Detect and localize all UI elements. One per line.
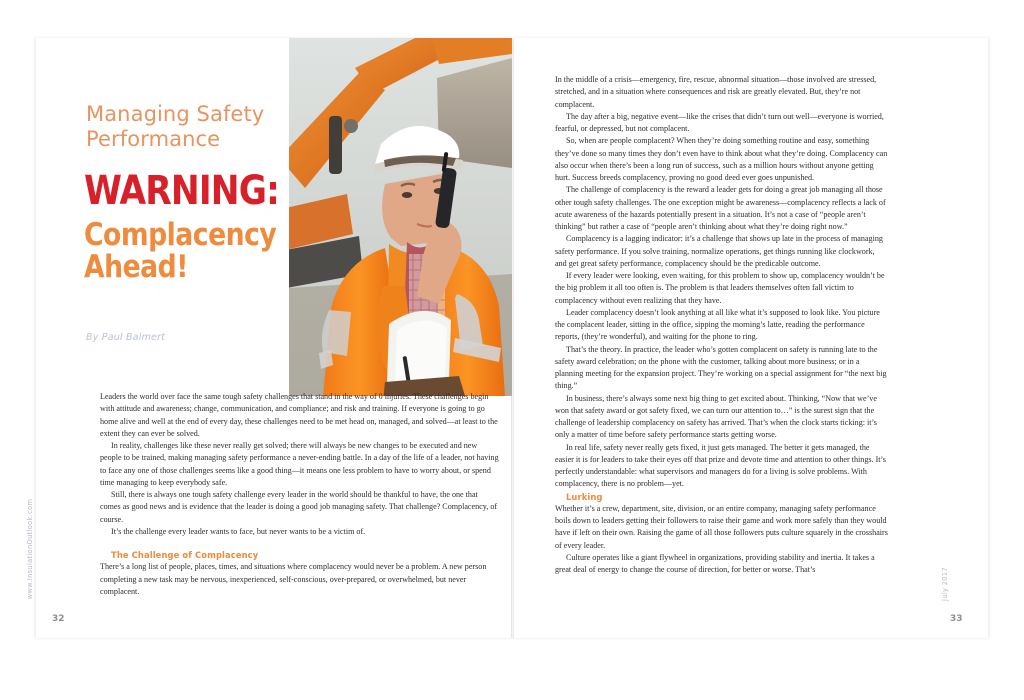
- paragraph: Culture operates like a giant flywheel in organizations, providing stability and inertia. It takes a great deal of energy to change the course of direction, for better or worse. That’s: [555, 552, 875, 574]
- headline-complacency-line2: Ahead!: [84, 248, 188, 285]
- headline-complacency: [84, 217, 325, 285]
- paragraph: Leader complacency doesn’t look anything at all like what it’s supposed to look like. You picture the complacent leader, sitting in the office, sipping the morning’s latte, reading the performance reports, (they’re wonderful), and waiting for the phone to ring.: [555, 307, 880, 342]
- paragraph: Leaders the world over face the same tough safety challenges that stand in the way of 0 injuries. These challenges begin with attitude and awareness; change, communication, and compliance; and risk and training. If everyone is going to go home alive and well at the end of every day, these challenges need to be met head on, managed, and solved—at least to the extent they can ever be solved.: [100, 392, 498, 438]
- headline-complacency-line1: Complacency: [84, 217, 277, 253]
- paragraph: If every leader were looking, even waiting, for this problem to show up, complacency wouldn’t be the big problem it all too often is. The problem is that leaders themselves often fall victim to complacency without even realizing that they have.: [555, 271, 885, 305]
- website-rail: www.InsulationOutlook.com: [26, 498, 34, 600]
- paragraph: Whether it’s a crew, department, site, division, or an entire company, managing safety performance boils down to leaders getting their followers to raise their game and work more safely than they would have if left on their own. Raising the game of all those followers puts culture squarely in the crosshairs of every leader.: [555, 503, 888, 550]
- section-subhead: The Challenge of Complacency: [111, 550, 259, 560]
- paragraph: Complacency is a lagging indicator: it’s a challenge that shows up late in the process of managing safety performance. If you solve training, normalize operations, get things running like clockwork, and get great safety performance, complacency should be the predicable outcome.: [555, 234, 883, 268]
- headline-warning: WARNING:: [84, 168, 280, 214]
- article-kicker: Managing Safety Performance: [86, 102, 265, 151]
- right-page-body: [555, 74, 888, 576]
- section-subhead: Lurking: [566, 491, 603, 502]
- article-byline: By Paul Balmert: [86, 332, 166, 343]
- paragraph: There’s a long list of people, places, times, and situations where complacency would never be a problem. A new person completing a new task may be nervous, inexperienced, self-conscious, over-prepared, or overwhelmed, but never complacent.: [100, 562, 487, 596]
- paragraph: That’s the theory. In practice, the leader who’s gotten complacent on safety is running late to the safety award celebration; on the phone with the customer, talking about more business; or in a planning meeting for the expansion project. They’re working on a special assignment for “the next big thing.”: [555, 344, 887, 391]
- left-page-body: [100, 391, 500, 598]
- paragraph: In the middle of a crisis—emergency, fire, rescue, abnormal situation—those involved are stressed, stretched, and in a situation where consequences and risk are greatly elevated. But, they’re not complacent.: [555, 75, 877, 109]
- hero-photo: [289, 38, 512, 396]
- paragraph: It’s the challenge every leader wants to face, but never wants to be a victim of.: [111, 526, 366, 536]
- page-number-right: 33: [950, 614, 963, 624]
- paragraph: Still, there is always one tough safety challenge every leader in the world should be thankful to have, the one that comes as good news and is evidence that the leader is doing a good job managing safety. That challenge? Complacency, of course.: [100, 490, 498, 524]
- paragraph: In reality, challenges like these never really get solved; there will always be new changes to be executed and new people to be trained, making managing safety performance a never-ending battle. In a day of the life of a leader, not having to face any one of those challenges seems like a good thing—it means one less problem to have to worry about, or spend time managing to keep everybody safe.: [100, 441, 499, 487]
- paragraph: In business, there’s always some next big thing to get excited about. Thinking, “Now that we’ve won that safety award or got safety fixed, we can turn our attention to…” is the surest sign that the challenge of leadership complacency on safety has arrived. That’s when the clock starts ticking: it’s only a matter of time before safety performance starts getting worse.: [555, 393, 877, 440]
- issue-date-rail: July 2017: [941, 567, 949, 601]
- paragraph: The day after a big, negative event—like the crises that didn’t turn out well—everyone is worried, fearful, or depressed, but not complacent.: [555, 111, 884, 133]
- page-number-left: 32: [52, 614, 65, 624]
- paragraph: In real life, safety never really gets fixed, it just gets managed. The better it gets managed, the easier it is for leaders to take their eyes off that prize and devote time and attention to other things. It’s perfectly understandable: what supervisors and managers do for a living is solve problems. With complacency, there is no problem—yet.: [555, 442, 886, 489]
- construction-worker-illustration: [289, 38, 512, 396]
- paragraph: The challenge of complacency is the reward a leader gets for doing a great job managing all those other tough safety challenges. The one exception might be awareness—complacency reflects a lack of acute awareness of the hazards potentially present in a situation. It’s not a case of “people aren’t thinking” but rather a case of “people aren’t thinking about what they’re doing right now.”: [555, 185, 886, 231]
- paragraph: So, when are people complacent? When they’re doing something routine and easy, something they’ve done so many times they don’t even have to think about what they’re doing. Complacency can also occur when there’s been a long run of success, such as a million hours without anyone getting hurt. Success breeds complacency, proving no good deed ever goes unpunished.: [555, 136, 888, 182]
